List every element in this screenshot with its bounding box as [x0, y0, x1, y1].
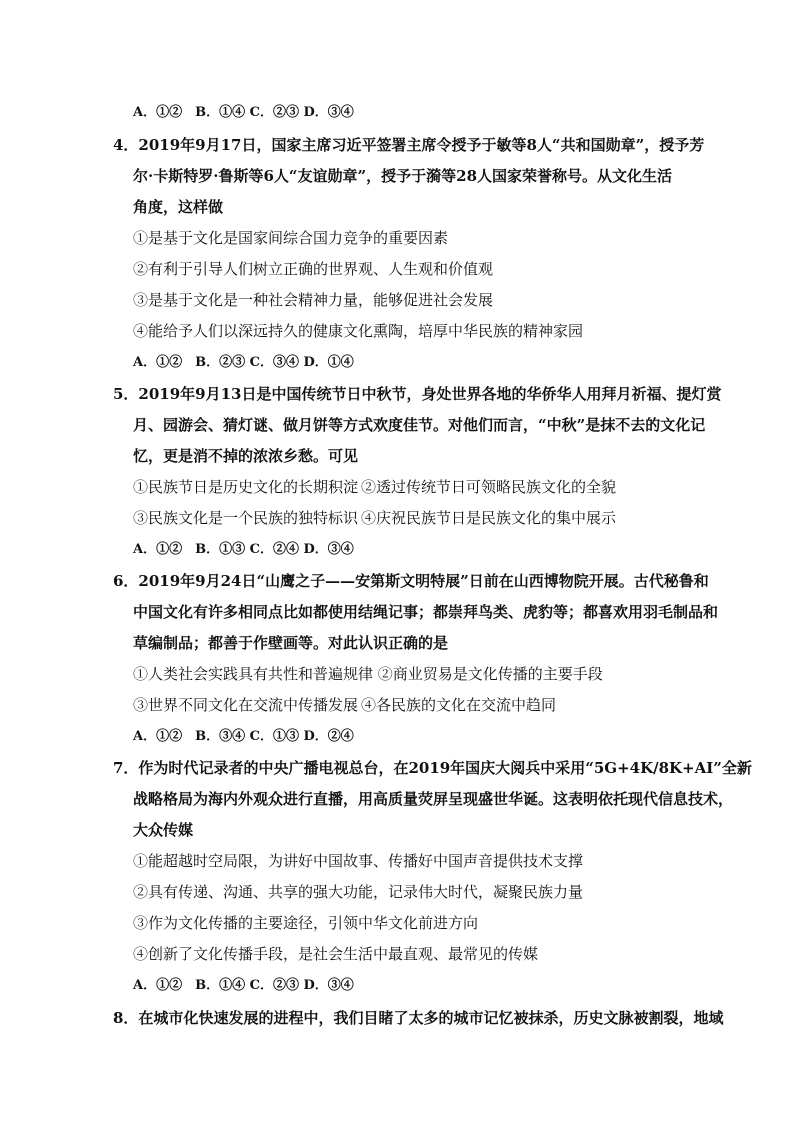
- q5-answer-options: A．①② B．①③ C．②④ D．③④: [133, 542, 354, 557]
- q7-choice-1: ①能超越时空局限，为讲好中国故事、传播好中国声音提供技术支撑: [133, 852, 584, 870]
- q5-choice-3: ③民族文化是一个民族的独特标识: [133, 509, 359, 527]
- q4-answer-options: A．①② B．②③ C．③④ D．①④: [133, 355, 354, 370]
- q7-choice-4: ④创新了文化传播手段，是社会生活中最直观、最常见的传媒: [133, 945, 539, 963]
- q5-choices-row-2: [133, 508, 616, 528]
- q6-stem-line-1: 6．2019年9月24日“山鹰之子——安第斯文明特展”日前在山西博物院开展。古代秘鲁和: [113, 572, 709, 590]
- q7-stem-line-2: 战略格局为海内外观众进行直播，用高质量荧屏呈现盛世华诞。这表明依托现代信息技术，: [133, 790, 734, 808]
- q6-stem-line-3: 草编制品；都善于作壁画等。对此认识正确的是: [133, 634, 449, 652]
- q6-stem-line-2: 中国文化有许多相同点比如都使用结绳记事；都崇拜鸟类、虎豹等；都喜欢用羽毛制品和: [133, 603, 719, 621]
- q8-stem-line-1: 8．在城市化快速发展的进程中，我们目睹了太多的城市记忆被抹杀，历史文脉被割裂，地域: [113, 1009, 724, 1027]
- q5-choice-1: ①民族节日是历史文化的长期积淀: [133, 478, 359, 496]
- q4-choice-4: ④能给予人们以深远持久的健康文化熏陶，培厚中华民族的精神家园: [133, 322, 584, 340]
- q4-choice-3: ③是基于文化是一种社会精神力量，能够促进社会发展: [133, 291, 494, 309]
- q4-stem-line-3: 角度，这样做: [133, 198, 224, 216]
- q6-answer-options: A．①② B．③④ C．①③ D．②④: [133, 729, 354, 744]
- q4-choice-1: ①是基于文化是国家间综合国力竞争的重要因素: [133, 229, 449, 247]
- q5-stem-line-1: 5．2019年9月13日是中国传统节日中秋节，身处世界各地的华侨华人用拜月祈福、提灯赏: [113, 385, 722, 403]
- q5-choice-4: ④庆祝民族节日是民族文化的集中展示: [361, 509, 617, 527]
- q6-choice-3: ③世界不同文化在交流中传播发展: [133, 696, 359, 714]
- q5-stem-line-3: 忆，更是消不掉的浓浓乡愁。可见: [133, 447, 359, 465]
- q7-choice-3: ③作为文化传播的主要途径，引领中华文化前进方向: [133, 914, 479, 932]
- q7-answer-options: A．①② B．①④ C．②③ D．③④: [133, 978, 354, 993]
- q4-stem-line-2: 尔·卡斯特罗·鲁斯等6人“友谊勋章”，授予于漪等28人国家荣誉称号。从文化生活: [133, 167, 673, 185]
- q5-stem-line-2: 月、园游会、猜灯谜、做月饼等方式欢度佳节。对他们而言，“中秋”是抹不去的文化记: [133, 416, 706, 434]
- q5-choice-2: ②透过传统节日可领略民族文化的全貌: [361, 478, 617, 496]
- q4-stem-line-1: 4．2019年9月17日，国家主席习近平签署主席令授予于敏等8人“共和国勋章”，授予芳: [113, 136, 705, 154]
- q7-choice-2: ②具有传递、沟通、共享的强大功能，记录伟大时代，凝聚民族力量: [133, 883, 584, 901]
- q6-choice-4: ④各民族的文化在交流中趋同: [361, 696, 557, 714]
- q7-stem-line-1: 7．作为时代记录者的中央广播电视总台，在2019年国庆大阅兵中采用“5G+4K/8K+AI”全新: [113, 759, 752, 777]
- q4-choice-2: ②有利于引导人们树立正确的世界观、人生观和价值观: [133, 260, 494, 278]
- q6-choices-row-2: [133, 695, 556, 715]
- q6-choices-row-1: ①人类社会实践具有共性和普遍规律 ②商业贸易是文化传播的主要手段: [133, 665, 603, 683]
- q3-answer-options: A．①② B．①④ C．②③ D．③④: [133, 105, 354, 120]
- q5-choices-row-1: [133, 477, 616, 497]
- q7-stem-line-3: 大众传媒: [133, 821, 194, 839]
